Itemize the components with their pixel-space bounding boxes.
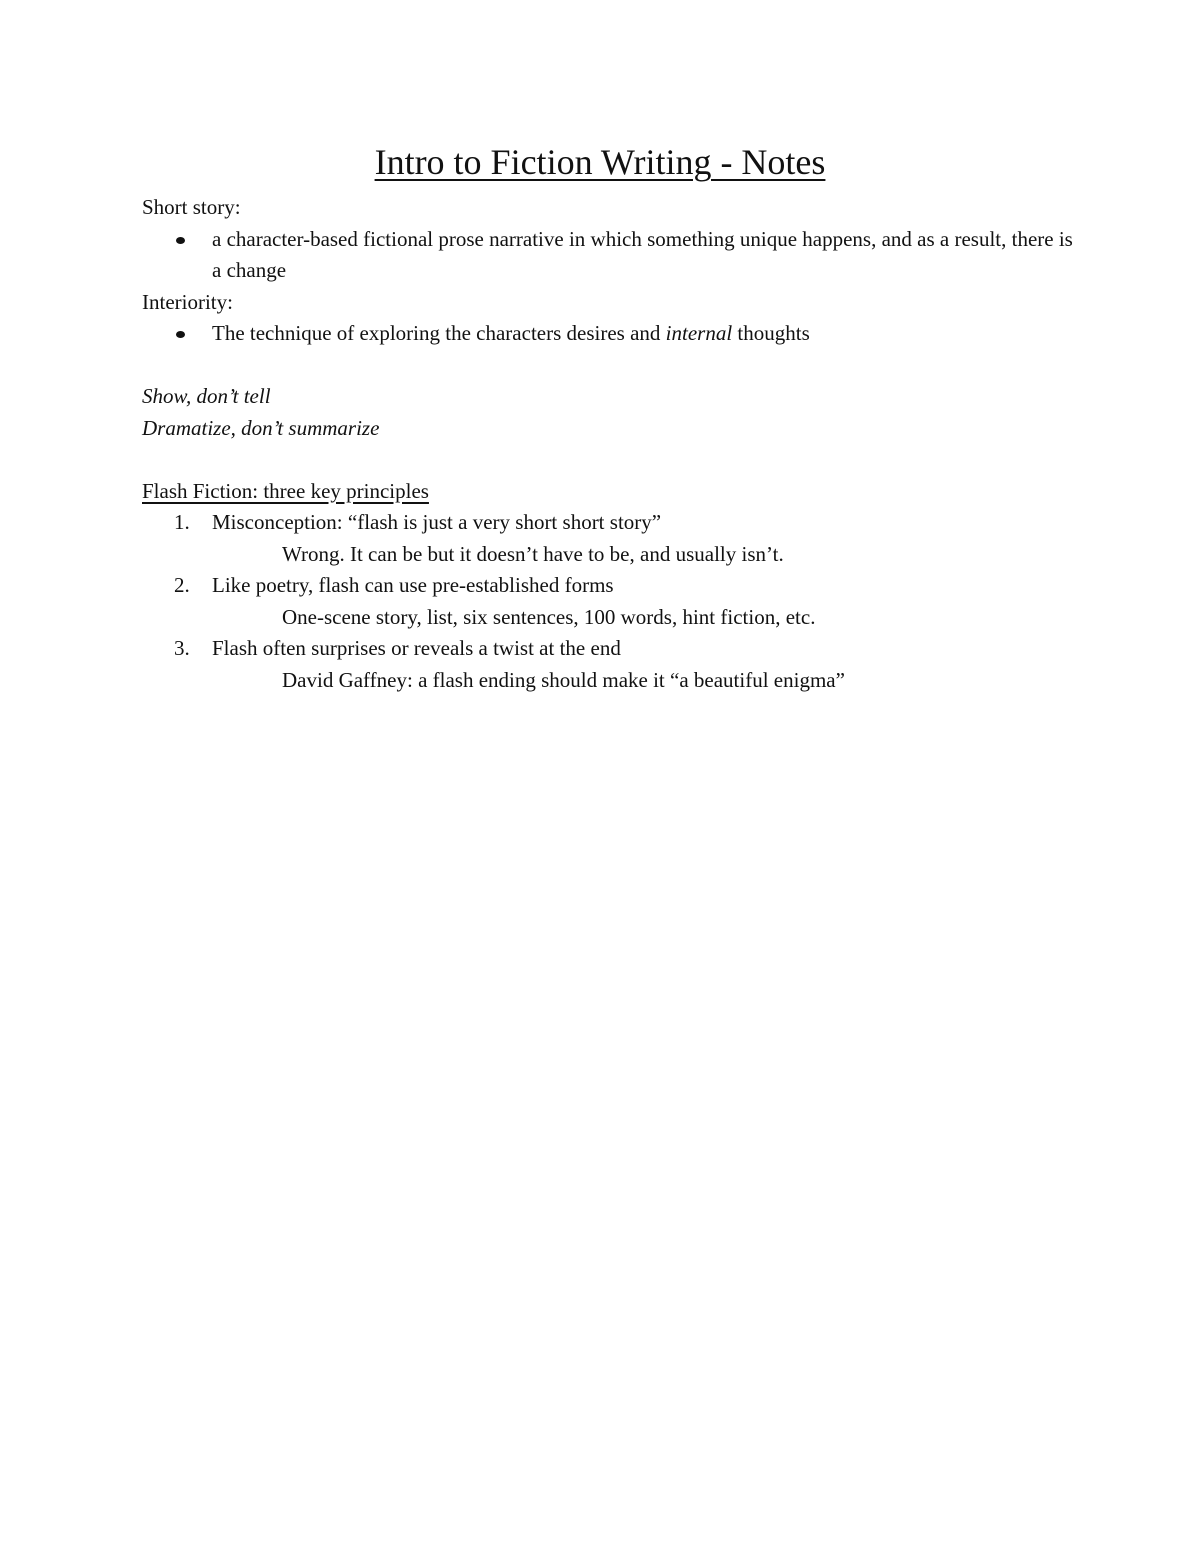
principle-item-3	[142, 633, 1082, 665]
interiority-bullet	[142, 318, 1082, 350]
principle-detail: David Gaffney: a flash ending should make it “a beautiful enigma”	[282, 667, 845, 692]
interiority-emphasis: internal	[665, 321, 733, 345]
list-number: 2.	[174, 573, 190, 597]
principle-detail: One-scene story, list, six sentences, 100 words, hint fiction, etc.	[282, 604, 816, 629]
blank-line	[142, 350, 1082, 382]
bullet-icon	[176, 237, 185, 244]
bullet-icon	[176, 331, 185, 338]
notes-body	[142, 192, 1082, 696]
principle-text: Like poetry, flash can use pre-established forms	[212, 573, 614, 597]
principle-item-2	[142, 570, 1082, 602]
blank-line	[142, 444, 1082, 476]
maxim-show-dont-tell: Show, don’t tell	[142, 384, 271, 408]
document-title: Intro to Fiction Writing - Notes	[374, 142, 826, 182]
short-story-definition: a character-based fictional prose narrative in which something unique happens, and as a result, there is a change	[212, 226, 1073, 282]
principle-detail: Wrong. It can be but it doesn’t have to be, and usually isn’t.	[282, 541, 784, 566]
maxim-dramatize: Dramatize, don’t summarize	[142, 415, 380, 440]
list-number: 1.	[174, 510, 190, 534]
interiority-heading: Interiority:	[142, 289, 233, 314]
principle-text: Flash often surprises or reveals a twist at the end	[212, 636, 621, 660]
flash-fiction-heading-line	[142, 476, 1082, 508]
short-story-bullet	[142, 224, 1082, 287]
interiority-definition-start: The technique of exploring the characters desires and	[212, 321, 666, 345]
list-number: 3.	[174, 636, 190, 660]
principle-text: Misconception: “flash is just a very short short story”	[212, 510, 662, 534]
interiority-definition-end: thoughts	[732, 321, 810, 345]
principle-item-1	[142, 507, 1082, 539]
flash-fiction-heading: Flash Fiction: three key principles	[142, 478, 429, 503]
short-story-heading: Short story:	[142, 195, 241, 219]
